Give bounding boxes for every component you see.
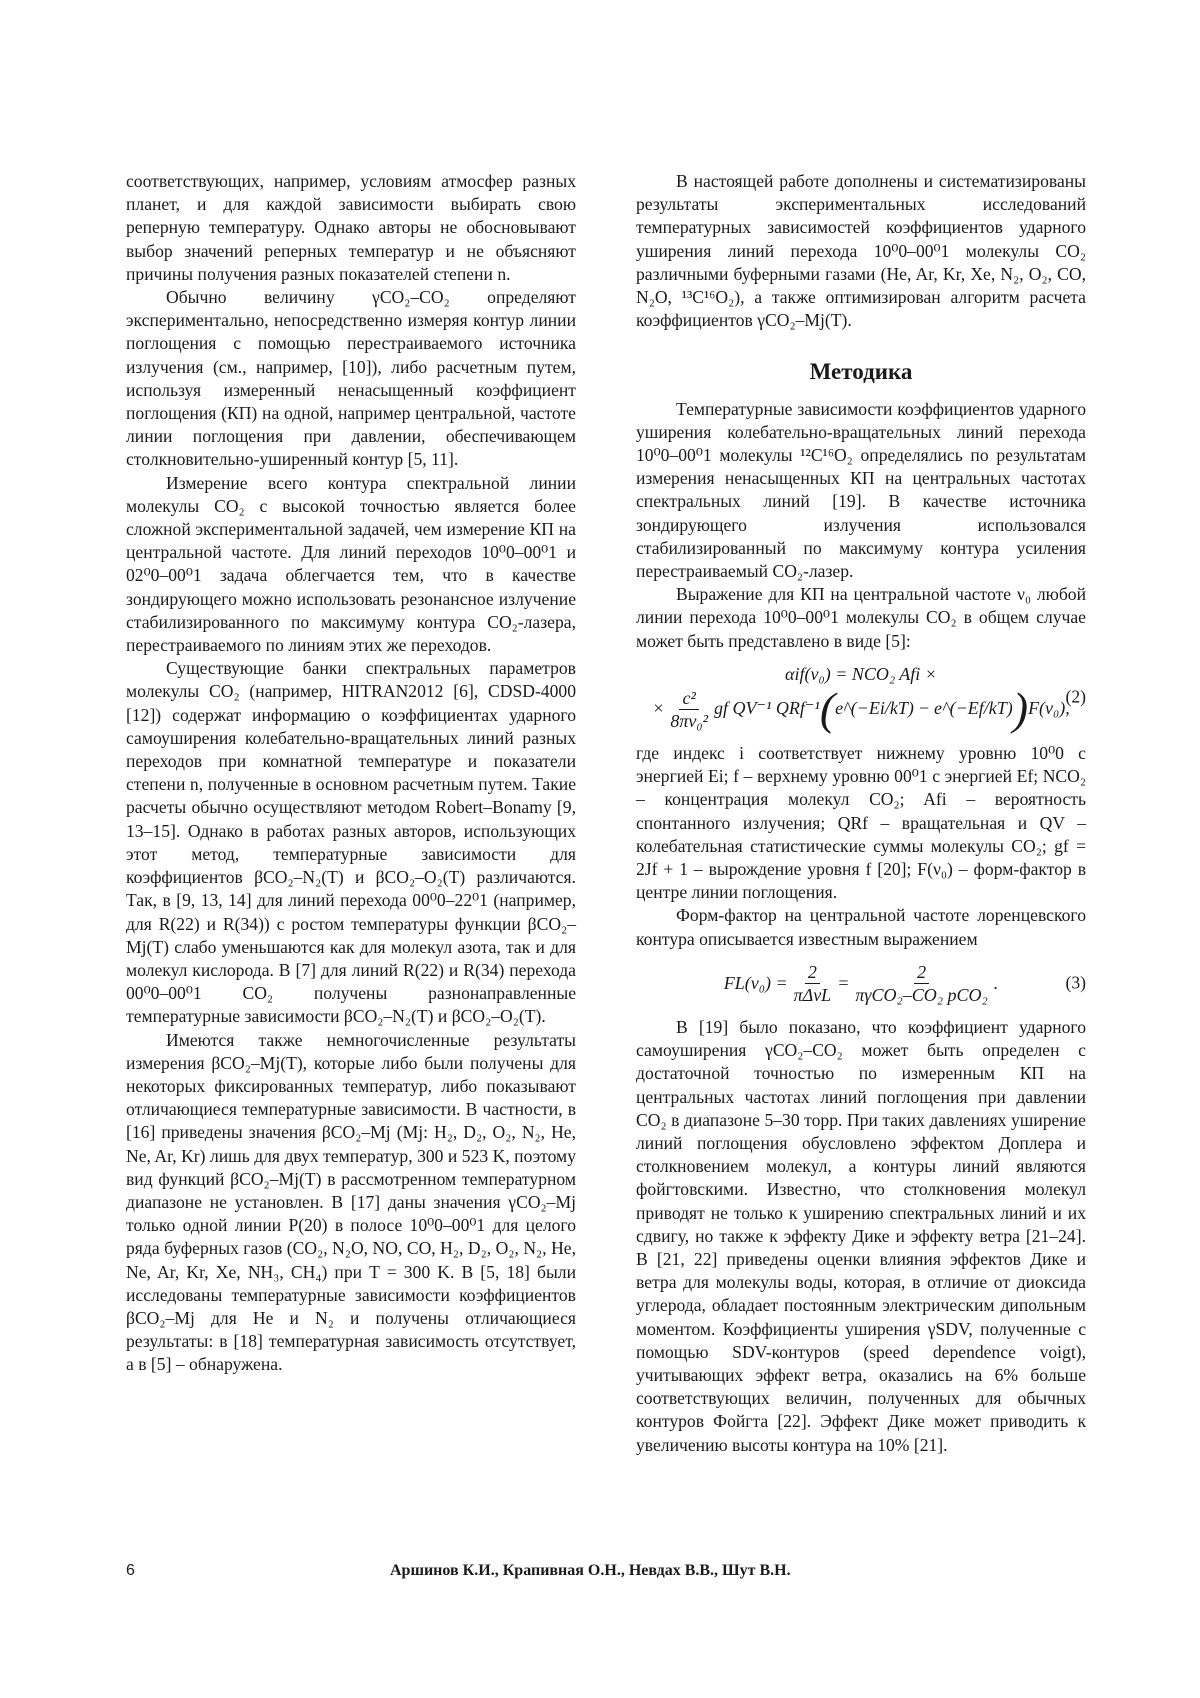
paragraph: Форм-фактор на центральной частоте лоренцевского контура описывается известным выражением — [636, 905, 1086, 949]
intro-paragraph: В настоящей работе дополнены и систематизированы результаты экспериментальных исследований температурных зависимостей коэффициентов ударного уширения линий перехода 10⁰0–00⁰1 молекулы CO₂ различными буферными газами (He, Ar, Kr, Xe, N₂, O₂, CO, N₂O, ¹³C¹⁶O₂), а также оптимизирован алгоритм расчета коэффициентов γCO₂–Mj(T). — [636, 171, 1086, 331]
left-column — [126, 170, 576, 1377]
eq-exp-1: e^(−Ei/kT) — [835, 698, 914, 719]
running-authors: Аршинов К.И., Крапивная О.Н., Невдах В.В., Шут В.Н. — [390, 1562, 791, 1579]
fraction — [667, 687, 711, 732]
paragraph: В [19] было показано, что коэффициент ударного самоуширения γCO₂–CO₂ может быть определен с достаточной точностью по измеренным КП на центральных частотах линий поглощения при давлении CO₂ в диапазоне 5–30 торр. При таких давлениях уширение линий поглощения обусловлено эффектом Доплера и столкновением молекул, а контуры линий являются фойгтовскими. Известно, что столкновения молекул приводят не только к уширению спектральных линий и их сдвигу, но также к эффекту Дике и эффекту ветра [21–24]. В [21, 22] приведены оценки влияния эффектов Дике и ветра для молекулы воды, которая, в отличие от диоксида углерода, обладает постоянным электрическим дипольным моментом. Коэффициенты уширения γSDV, полученные с помощью SDV-контуров (speed dependence voigt), учитывающих эффект ветра, оказались на 6% больше соответствующих величин, полученных для обычных контуров Фойгта [22]. Эффект Дике может приводить к увеличению высоты контура на 10% [21]. — [636, 1016, 1086, 1455]
eq-factors: gf QV⁻¹ QRf⁻¹ — [714, 698, 820, 719]
equation-2-line-2 — [636, 683, 1086, 735]
paragraph: Выражение для КП на центральной частоте ν₀ любой линии перехода 10⁰0–00⁰1 молекулы CO₂ в общем случае может быть представлено в виде [5]: — [636, 584, 1086, 651]
paragraph: Обычно величину γCO₂–CO₂ определяют экспериментально, непосредственно измеряя контур линии поглощения с помощью перестраиваемого источника излучения (см., например, [10]), либо расчетным путем, используя измеренный ненасыщенный коэффициент поглощения (КП) на одной, например центральной, частоте линии поглощения при давлении, обеспечивающем столкновительно-уширенный контур [5, 11]. — [126, 287, 576, 470]
fraction-denominator: 8πν₀² — [670, 710, 709, 731]
paragraph: Существующие банки спектральных параметров молекулы CO₂ (например, HITRAN2012 [6], CDSD-4000 [12]) содержат информацию о коэффициентах ударного самоуширения колебательно-вращательных линий разных переходов при комнатной температуре и показатели степени n, полученные в основном расчетным путем. Такие расчеты обычно осуществляют методом Robert–Bonamy [9, 13–15]. Однако в работах разных авторов, использующих этот метод, температурные зависимости для коэффициентов βCO₂–N₂(T) и βCO₂–O₂(T) различаются. Так, в [9, 13, 14] для линий перехода 00⁰0–22⁰1 (например, для R(22) и R(34)) с ростом температуры функции βCO₂–Mj(T) слабо уменьшаются как для молекул азота, так и для молекул кислорода. В [7] для линий R(22) и R(34) перехода 00⁰0–00⁰1 CO₂ получены разнонаправленные температурные зависимости βCO₂–N₂(T) и βCO₂–O₂(T). — [126, 658, 576, 1027]
paragraph: соответствующих, например, условиям атмосфер разных планет, и для каждой зависимости выбирать свою реперную температуру. Однако авторы не обосновывают выбор значений реперных температур и не объясняют причины получения разных показателей степени n. — [126, 171, 576, 284]
eq-suffix: F(ν₀), — [1028, 698, 1070, 719]
fraction-denominator: πΔνL — [793, 984, 832, 1005]
equation-2-line-1: αif(ν₀) = NCO₂ Afi × — [785, 663, 937, 684]
fraction — [791, 961, 835, 1006]
equation-2 — [636, 663, 1086, 735]
paragraph: Температурные зависимости коэффициентов ударного уширения колебательно-вращательных линий перехода 10⁰0–00⁰1 молекулы ¹²C¹⁶O₂ определялись по результатам измерения ненасыщенных КП на центральных частотах спектральных линий [19]. В качестве источника зондирующего излучения использовался стабилизированный по максимуму контура усиления перестраиваемый CO₂-лазер. — [636, 398, 1086, 582]
eq-exp-2: e^(−Ef/kT) — [934, 698, 1013, 719]
fraction-numerator: 2 — [914, 961, 929, 984]
page-number: 6 — [126, 1562, 135, 1579]
eq-lhs: FL(ν₀) = — [723, 972, 788, 993]
eq-times: × — [652, 698, 665, 719]
eq-equals: = — [837, 972, 850, 993]
fraction — [852, 961, 990, 1006]
right-paren: ) — [1012, 683, 1029, 735]
equation-number: (2) — [1065, 686, 1086, 707]
paragraph: Имеются также немногочисленные результаты измерения βCO₂–Mj(T), которые либо были получены для некоторых фиксированных температур, либо показывают отличающиеся температурные зависимости. В частности, в [16] приведены значения βCO₂–Mj (Mj: H₂, D₂, O₂, N₂, He, Ne, Ar, Kr) лишь для двух температур, 300 и 523 K, поэтому вид функций βCO₂–Mj(T) в рассмотренном температурном диапазоне не установлен. В [17] даны значения γCO₂–Mj только одной линии P(20) в полосе 10⁰0–00⁰1 для целого ряда буферных газов (CO₂, N₂O, NO, CO, H₂, D₂, O₂, N₂, He, Ne, Ar, Kr, Xe, NH₃, CH₄) при T = 300 K. В [5, 18] были исследованы температурные зависимости коэффициентов βCO₂–Mj для He и N₂ и получены отличающиеся результаты: в [18] температурная зависимость отсутствует, а в [5] – обнаружена. — [126, 1029, 576, 1375]
fraction-numerator: 2 — [805, 961, 820, 984]
fraction-numerator: c² — [679, 687, 698, 710]
left-paren: ( — [819, 683, 836, 735]
eq-end: . — [993, 972, 999, 993]
paragraph: где индекс i соответствует нижнему уровню 10⁰0 с энергией Ei; f – верхнему уровню 00⁰1 с энергией Ef; NCO₂ – концентрация молекул CO₂; Afi – вероятность спонтанного излучения; QRf – вращательная и QV – колебательная статистические суммы молекулы CO₂; gf = 2Jf + 1 – вырождение уровня f [20]; F(ν₀) – форм-фактор в центре линии поглощения. — [636, 743, 1086, 903]
equation-number: (3) — [1065, 972, 1086, 993]
paragraph: Измерение всего контура спектральной линии молекулы CO₂ с высокой точностью является более сложной экспериментальной задачей, чем измерение КП на центральной частоте. Для линий переходов 10⁰0–00⁰1 и 02⁰0–00⁰1 задача облегчается тем, что в качестве зондирующего можно использовать резонансное излучение стабилизированного по максимуму контура CO₂-лазера, перестраиваемого по линиям этих же переходов. — [126, 472, 576, 656]
equation-3 — [636, 961, 1086, 1006]
section-heading: Методика — [809, 359, 913, 385]
fraction-denominator: πγCO₂–CO₂ pCO₂ — [855, 984, 988, 1005]
right-column — [636, 170, 1086, 1457]
eq-minus: − — [917, 698, 931, 719]
equation-3-line — [636, 961, 1086, 1006]
